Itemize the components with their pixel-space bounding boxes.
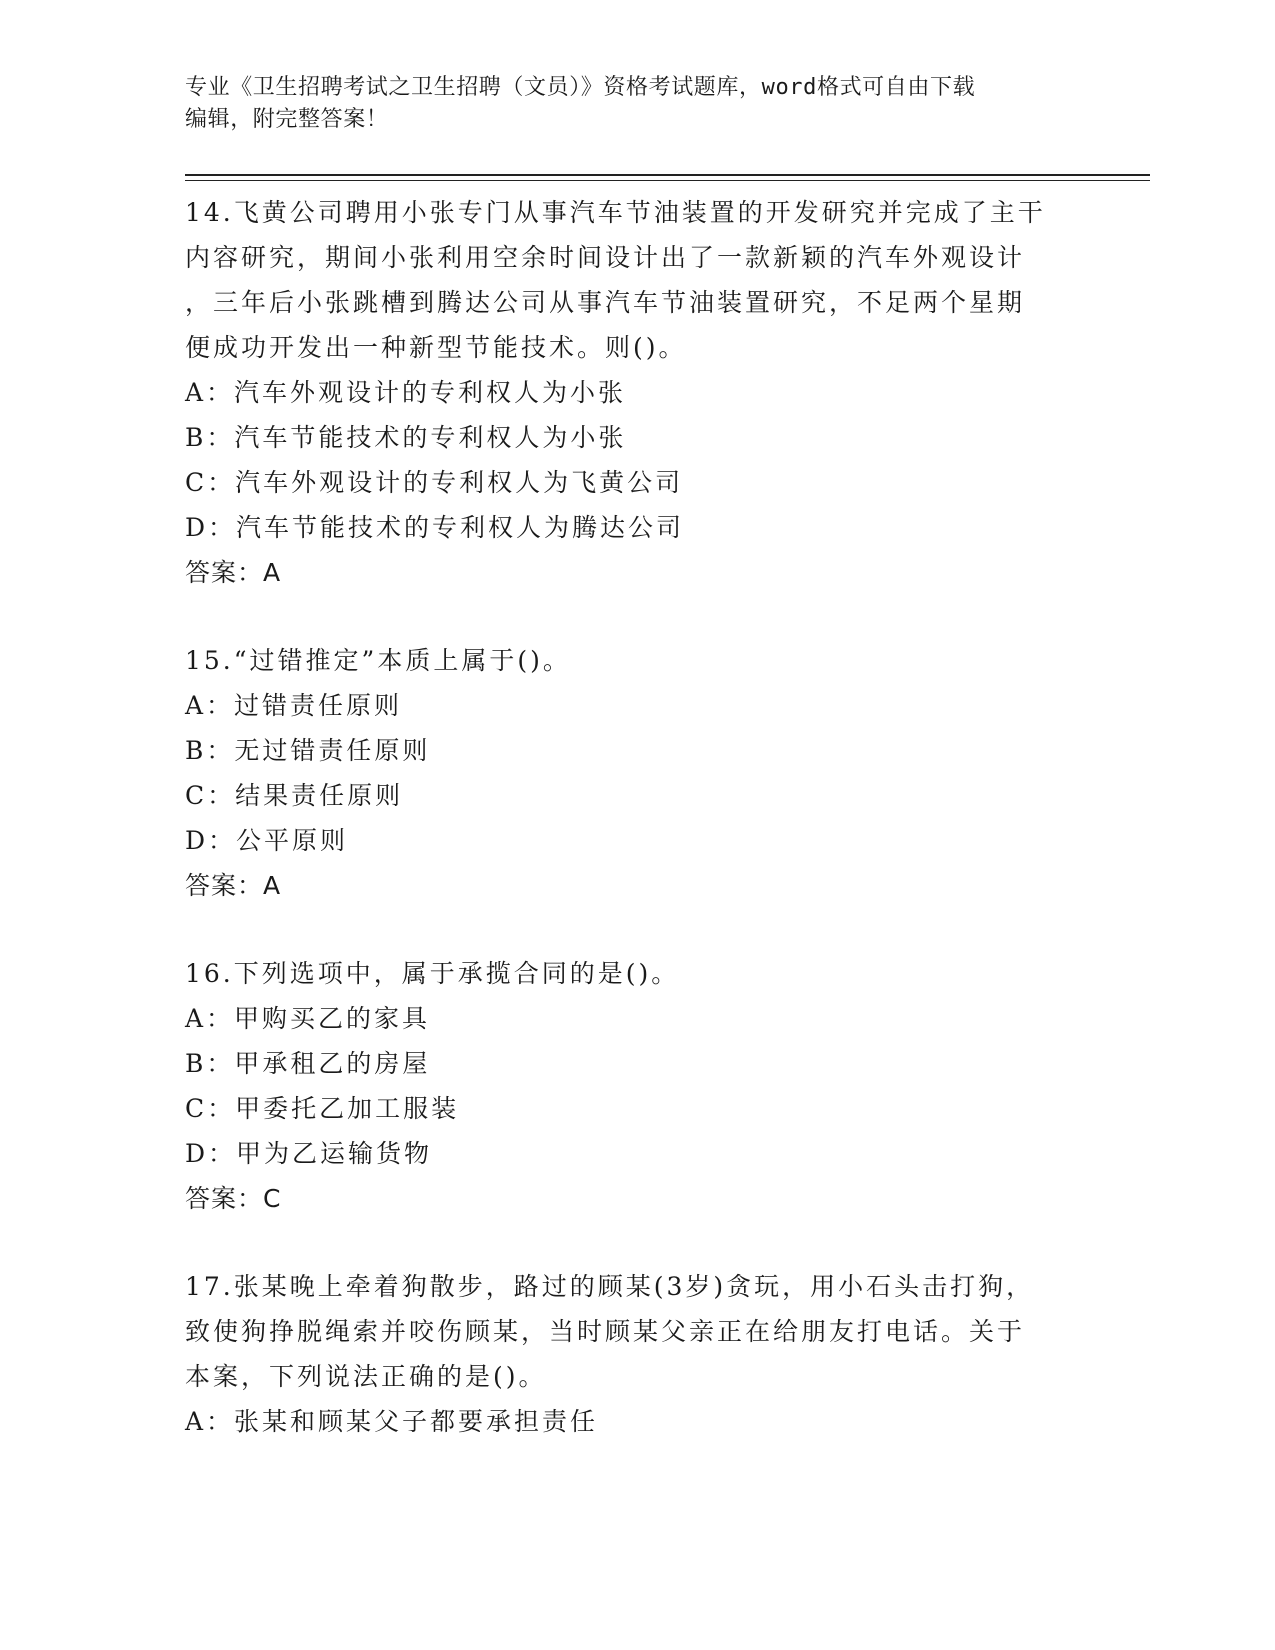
question-stem-line: 14.飞黄公司聘用小张专门从事汽车节油装置的开发研究并完成了主干 — [185, 198, 1046, 227]
question-spacer — [185, 595, 1065, 638]
option-a: A：甲购买乙的家具 — [185, 1004, 431, 1033]
answer-label: 答案：C — [185, 1184, 282, 1213]
question-list — [185, 190, 1065, 1444]
question-17 — [185, 1264, 1065, 1444]
header-line-2: 编辑，附完整答案！ — [185, 107, 389, 132]
header-line-1: 专业《卫生招聘考试之卫生招聘（文员）》资格考试题库，word格式可自由下载 — [185, 75, 976, 100]
option-d: D：甲为乙运输货物 — [185, 1139, 433, 1168]
option-d: D：汽车节能技术的专利权人为腾达公司 — [185, 513, 685, 542]
question-stem-line: 本案，下列说法正确的是()。 — [185, 1362, 547, 1391]
option-c: C：甲委托乙加工服装 — [185, 1094, 460, 1123]
option-b: B：汽车节能技术的专利权人为小张 — [185, 423, 627, 452]
option-b: B：甲承租乙的房屋 — [185, 1049, 431, 1078]
question-stem-line: ，三年后小张跳槽到腾达公司从事汽车节油装置研究，不足两个星期 — [185, 288, 1026, 317]
answer-label: 答案：A — [185, 558, 282, 587]
question-stem-line: 17.张某晚上牵着狗散步，路过的顾某(3岁)贪玩，用小石头击打狗， — [185, 1272, 1035, 1301]
option-d: D：公平原则 — [185, 826, 349, 855]
question-stem-line: 致使狗挣脱绳索并咬伤顾某，当时顾某父亲正在给朋友打电话。关于 — [185, 1317, 1026, 1346]
header-divider-thin — [185, 180, 1150, 181]
option-a: A：张某和顾某父子都要承担责任 — [185, 1407, 599, 1436]
option-b: B：无过错责任原则 — [185, 736, 431, 765]
question-stem-line: 便成功开发出一种新型节能技术。则()。 — [185, 333, 687, 362]
option-c: C：汽车外观设计的专利权人为飞黄公司 — [185, 468, 684, 497]
option-a: A：汽车外观设计的专利权人为小张 — [185, 378, 627, 407]
option-c: C：结果责任原则 — [185, 781, 404, 810]
question-stem-line: 16.下列选项中，属于承揽合同的是()。 — [185, 959, 680, 988]
question-16 — [185, 951, 1065, 1221]
header-divider-thick — [185, 174, 1150, 176]
question-15 — [185, 638, 1065, 908]
page-header — [185, 72, 1065, 136]
question-stem-line: 15.“过错推定”本质上属于()。 — [185, 646, 571, 675]
question-spacer — [185, 908, 1065, 951]
answer-label: 答案：A — [185, 871, 282, 900]
question-14 — [185, 190, 1065, 595]
question-stem-line: 内容研究，期间小张利用空余时间设计出了一款新颖的汽车外观设计 — [185, 243, 1026, 272]
option-a: A：过错责任原则 — [185, 691, 403, 720]
question-spacer — [185, 1221, 1065, 1264]
